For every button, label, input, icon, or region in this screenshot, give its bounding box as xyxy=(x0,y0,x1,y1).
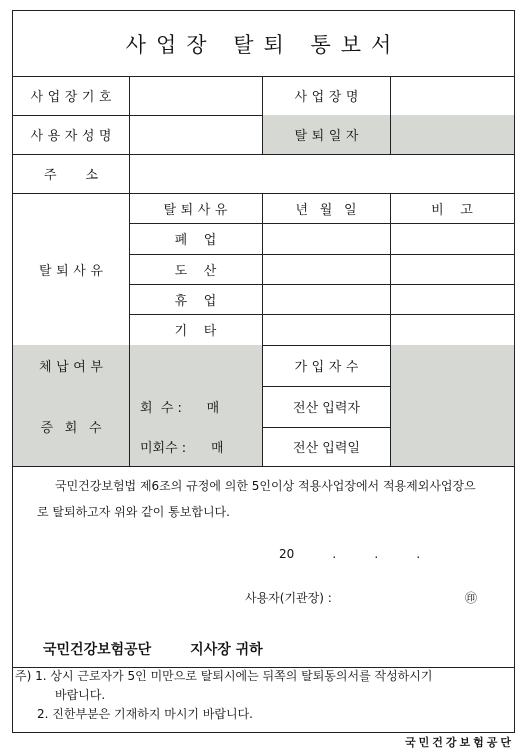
enrollees-field xyxy=(390,345,514,386)
data-entry-date-label: 전산 입력일 xyxy=(262,427,390,466)
card-return-label: 증회수 xyxy=(13,386,129,466)
date-line[interactable]: 20 . . . xyxy=(279,547,421,561)
notice-line-2: 로 탈퇴하고자 위와 같이 통보합니다. xyxy=(37,505,230,519)
footer-notes xyxy=(13,667,514,724)
data-entry-date-field xyxy=(390,427,514,466)
address-label: 주 소 xyxy=(43,168,99,183)
note-1: 주) 1. 상시 근로자가 5인 미만으로 탈퇴시에는 뒤쪽의 탈퇴동의서를 작성하시기 xyxy=(15,669,433,683)
data-entry-person-field xyxy=(390,386,514,427)
row-divider xyxy=(13,466,514,467)
data-entry-person-label: 전산 입력자 xyxy=(262,386,390,427)
owner-name-field[interactable] xyxy=(129,115,262,154)
note-2: 2. 진한부분은 기재하지 마시기 바랍니다. xyxy=(37,707,253,721)
returned-count[interactable]: 회 수 : 매 xyxy=(140,400,220,416)
remark-header: 비 고 xyxy=(431,202,473,218)
reason-header: 탈퇴사유 xyxy=(163,202,232,218)
arrears-field xyxy=(129,345,262,386)
biz-name-label: 사업장명 xyxy=(262,76,390,115)
reason-label: 탈퇴사유 xyxy=(39,263,108,279)
enrollees-label: 가입자수 xyxy=(262,345,390,386)
brand-logo-text: 국민건강보험공단 xyxy=(404,736,514,749)
card-return-counts xyxy=(129,386,262,466)
notice-line-1: 국민건강보험법 제6조의 규정에 의한 5인이상 적용사업장에서 적용제외사업장으 xyxy=(55,479,476,493)
biz-no-label: 사업장기호 xyxy=(30,90,117,105)
reason-closure[interactable]: 폐 업 xyxy=(174,233,217,248)
addressee: 국민건강보험공단 지사장 귀하 xyxy=(43,642,263,658)
reason-suspension[interactable]: 휴 업 xyxy=(174,293,217,309)
date-header: 년월일 xyxy=(295,202,369,218)
withdrawal-notice-form xyxy=(12,10,515,733)
seal-mark: ㊞ xyxy=(465,591,478,605)
note-1-continued: 바랍니다. xyxy=(55,688,106,702)
reason-other[interactable]: 기 타 xyxy=(174,324,217,339)
owner-name-label: 사용자성명 xyxy=(30,129,117,144)
reason-bankruptcy[interactable]: 도 산 xyxy=(174,263,217,279)
biz-name-field[interactable] xyxy=(390,76,514,115)
biz-no-field[interactable] xyxy=(129,76,262,115)
withdraw-date-field xyxy=(390,115,514,154)
arrears-label: 체납여부 xyxy=(13,345,129,386)
signature-label: 사용자(기관장) : xyxy=(245,591,332,605)
not-returned-count[interactable]: 미회수 : 매 xyxy=(140,440,224,456)
form-title: 사업장 탈퇴 통보서 xyxy=(13,11,514,77)
withdraw-date-label: 탈퇴일자 xyxy=(262,115,390,154)
address-field[interactable] xyxy=(129,154,514,193)
